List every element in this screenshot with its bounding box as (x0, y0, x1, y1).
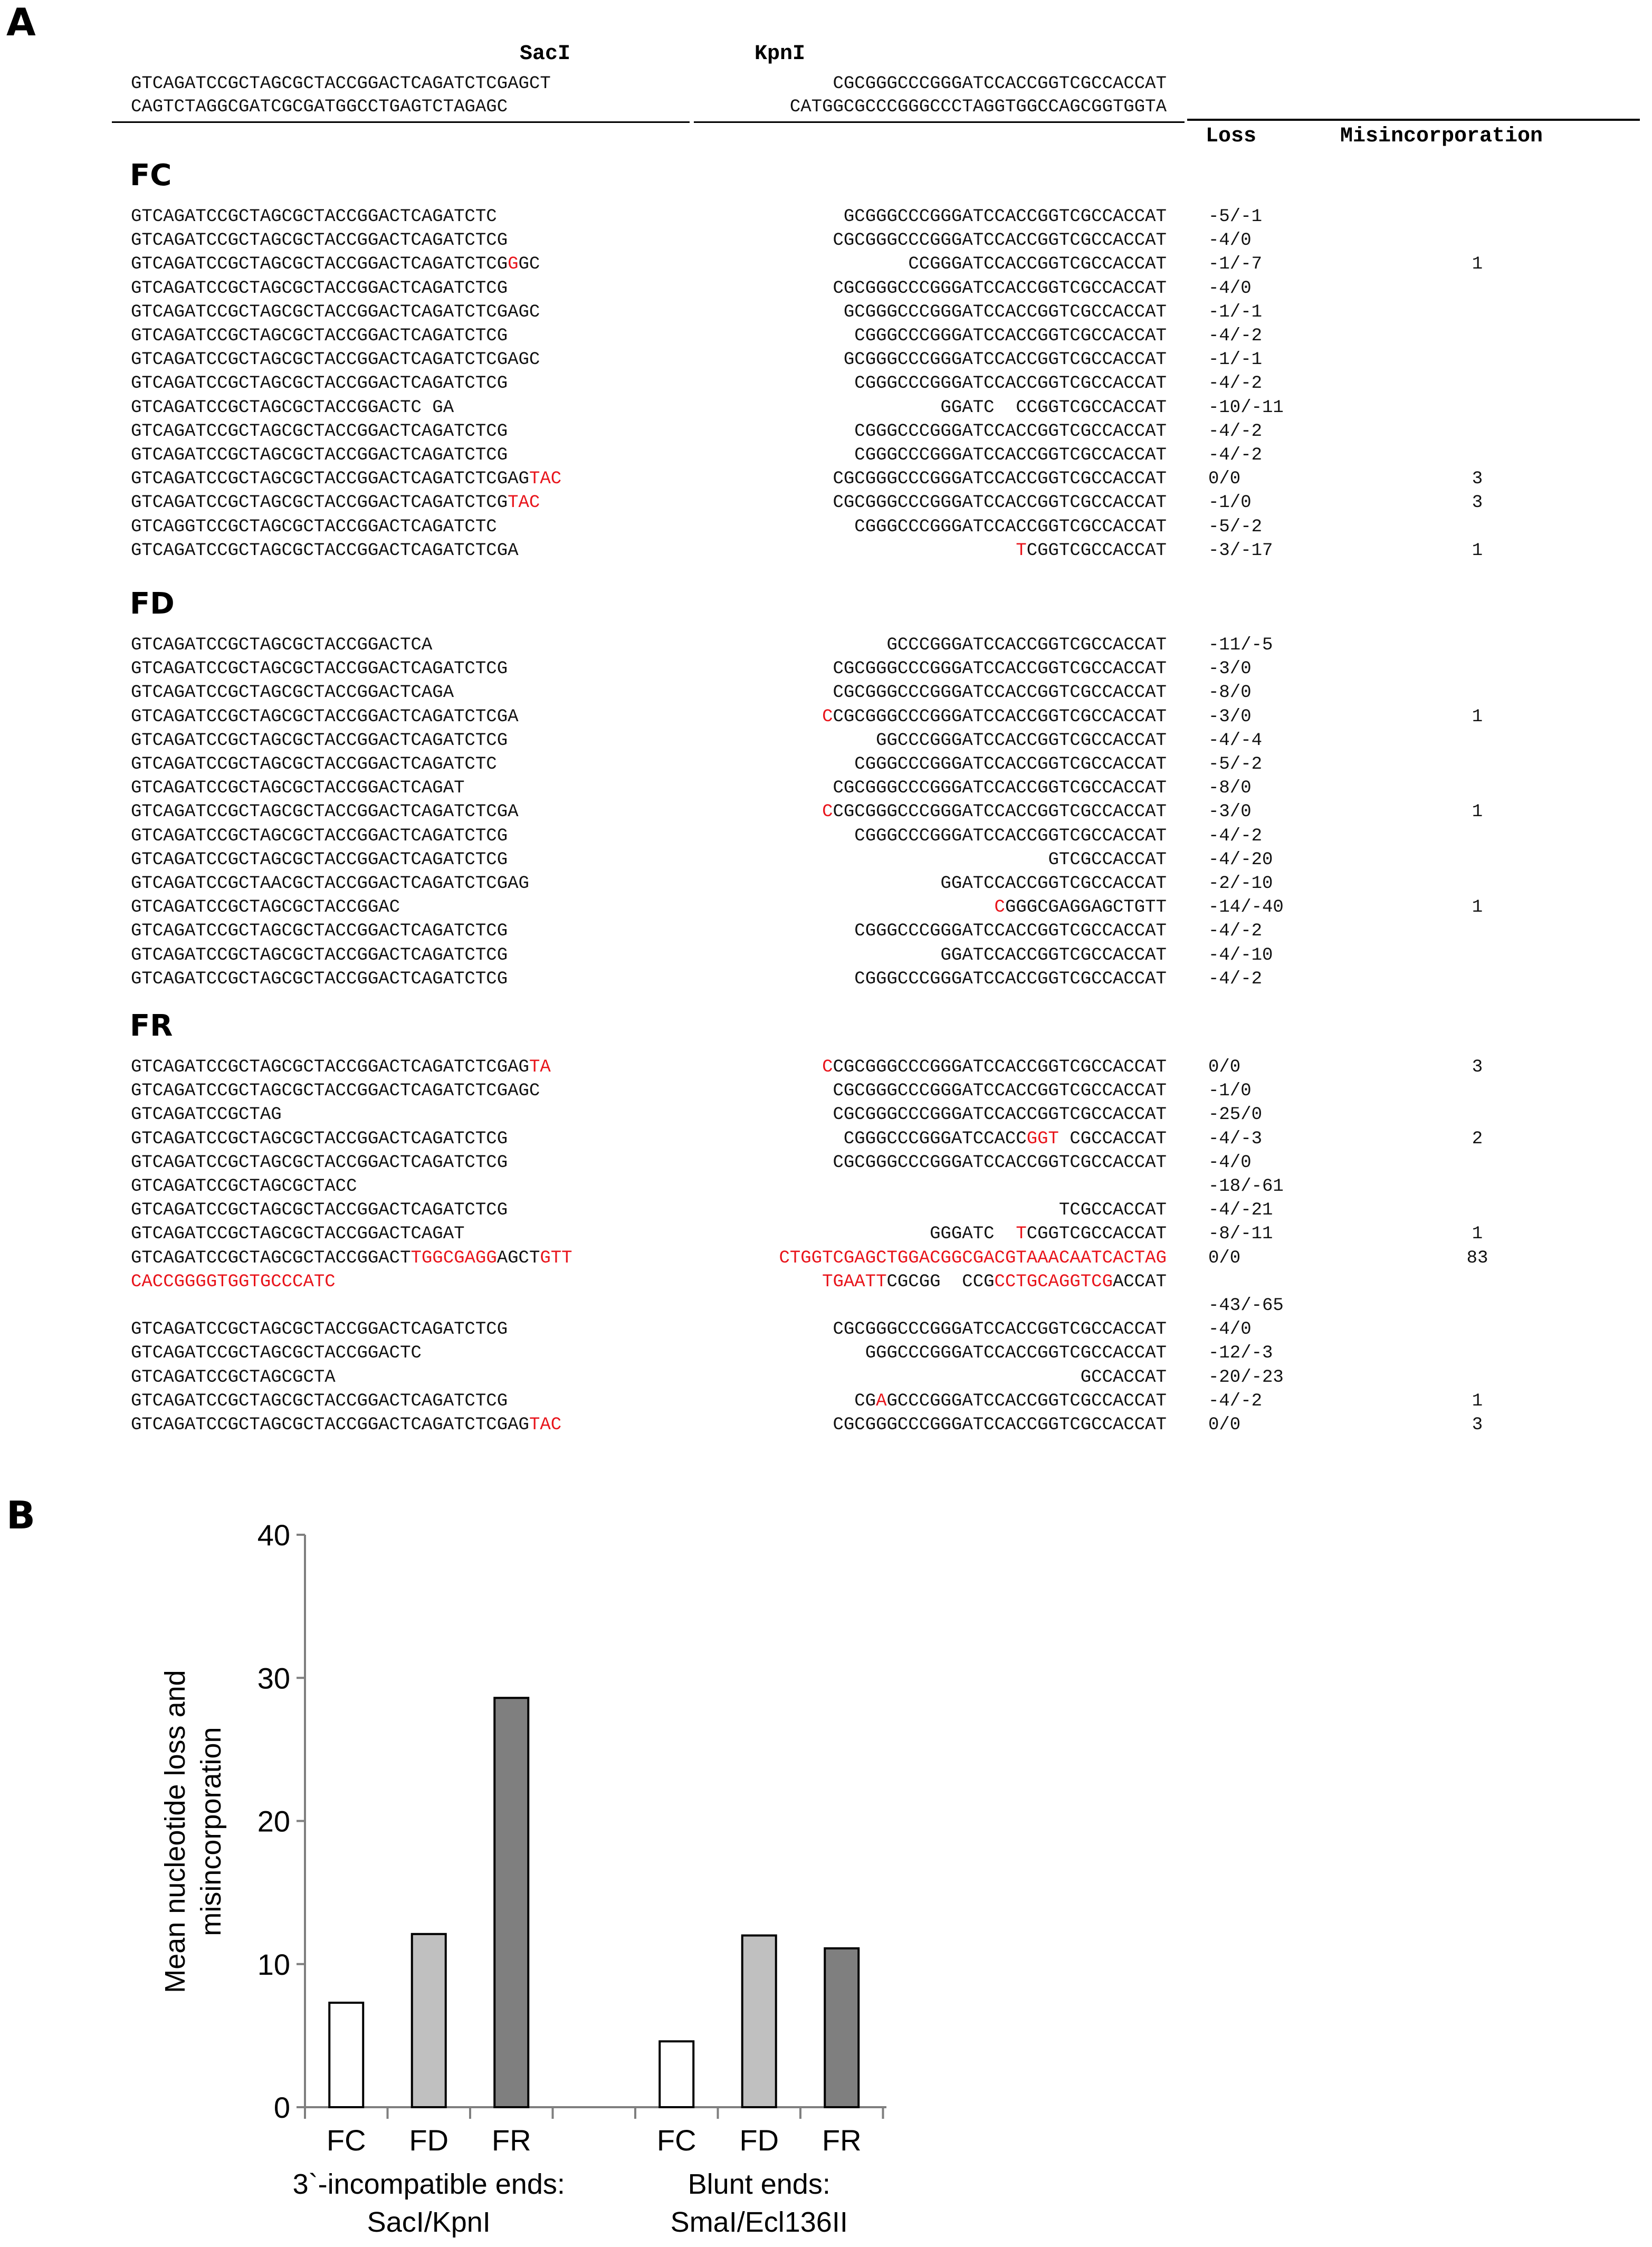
sequence-left: GTCAGATCCGCTAGCGCTACCGGACTCAGATCTCGAGTAC (131, 1415, 562, 1435)
sequence-right: TCGCCACCAT (1058, 1200, 1167, 1221)
group-label-fc: FC (130, 158, 172, 193)
sequence-right: TGAATTCGCGG CCGCCTGCAGGTCGACCAT (822, 1271, 1167, 1292)
sequence-right: CGCGGGCCCGGGATCCACCGGTCGCCACCAT (833, 1152, 1167, 1173)
loss-value: -11/-5 (1208, 635, 1273, 655)
sequence-right: GGGCCCGGGATCCACCGGTCGCCACCAT (865, 1343, 1167, 1364)
loss-value: -4/0 (1208, 278, 1252, 299)
sequence-left: GTCAGATCCGCTAGCGCTACCGGACTCAGAT (131, 1224, 465, 1245)
panel-b-label: B (6, 1493, 35, 1537)
loss-value: -4/-2 (1208, 421, 1263, 442)
loss-value: -4/-10 (1208, 945, 1273, 965)
kpni-label: KpnI (755, 42, 806, 66)
group-label: Blunt ends: (687, 2168, 830, 2200)
sequence-right: CGCGGGCCCGGGATCCACCGGTCGCCACCAT (833, 278, 1167, 299)
misincorporation-value: 1 (1472, 897, 1483, 918)
sequence-left: GTCAGATCCGCTAGCGCTACCGGACTCAGATCTCGAGC (131, 1081, 540, 1102)
loss-value: -18/-61 (1208, 1177, 1284, 1197)
sequence-right: CGAGCCCGGGATCCACCGGTCGCCACCAT (854, 1391, 1167, 1411)
loss-value: -4/-2 (1208, 921, 1263, 942)
sequence-right: GGATCCACCGGTCGCCACCAT (940, 874, 1167, 894)
misincorporation-value: 1 (1472, 802, 1483, 823)
group-label: SmaI/Ecl136II (670, 2206, 848, 2238)
y-tick-label: 20 (257, 1804, 290, 1838)
sequence-right: GCGGGCCCGGGATCCACCGGTCGCCACCAT (843, 302, 1167, 322)
sequence-right: CGGGCCCGGGATCCACCGGTCGCCACCAT (854, 421, 1167, 442)
ref-bottom-left: CAGTCTAGGCGATCGCGATGGCCTGAGTCTAGAGC (131, 97, 508, 117)
x-category-label: FC (326, 2124, 366, 2157)
sequence-left: GTCAGATCCGCTAGCGCTACCGGACTCAGATCTCG (131, 421, 508, 442)
sequence-left: GTCAGATCCGCTAGCGCTACCGGACTCAGATCTCG (131, 1152, 508, 1173)
sequence-left: GTCAGATCCGCTAGCGCTACCGGACTCAGATCTCG (131, 969, 508, 989)
loss-value: -1/0 (1208, 493, 1252, 513)
sequence-left: GTCAGATCCGCTAGCGCTA (131, 1367, 336, 1388)
header-rule (1187, 119, 1640, 121)
ref-rule-left (112, 121, 690, 123)
misincorporation-value: 1 (1472, 1224, 1483, 1245)
sequence-left: GTCAGATCCGCTAGCGCTACCGGACTCAGATCTCGA (131, 706, 519, 727)
sequence-right: GGATCCACCGGTCGCCACCAT (940, 945, 1167, 965)
loss-value: 0/0 (1208, 1057, 1241, 1077)
bar (825, 1948, 858, 2107)
sequence-right: CGCGGGCCCGGGATCCACCGGTCGCCACCAT (833, 1081, 1167, 1102)
sequence-right: GCCCGGGATCCACCGGTCGCCACCAT (886, 635, 1167, 655)
bar (494, 1698, 528, 2107)
sequence-right: CCGCGGGCCCGGGATCCACCGGTCGCCACCAT (822, 1057, 1167, 1077)
sequence-right: CCGCGGGCCCGGGATCCACCGGTCGCCACCAT (822, 706, 1167, 727)
sequence-right: GCCACCAT (1080, 1367, 1167, 1388)
sequence-left: GTCAGATCCGCTAGCGCTACCGGAC (131, 897, 400, 918)
loss-value: -4/-20 (1208, 849, 1273, 870)
sequence-left: GTCAGATCCGCTAGCGCTACCGGACTCAGATCTCGAGC (131, 350, 540, 370)
group-label-fd: FD (130, 587, 175, 621)
sequence-right: CGCGGGCCCGGGATCCACCGGTCGCCACCAT (833, 469, 1167, 490)
bar-chart (0, 1504, 1652, 2247)
sequence-right: GTCGCCACCAT (1048, 849, 1167, 870)
y-tick-label: 40 (257, 1518, 290, 1552)
sequence-left: GTCAGATCCGCTAGCGCTACCGGACTCAGATCTCG (131, 1129, 508, 1149)
panel-a-label: A (6, 0, 36, 44)
loss-value: -4/-2 (1208, 969, 1263, 989)
x-category-label: FD (409, 2124, 449, 2157)
misincorporation-value: 1 (1472, 540, 1483, 561)
sequence-right: GGGATC TCGGTCGCCACCAT (930, 1224, 1167, 1245)
loss-value: -4/-21 (1208, 1200, 1273, 1221)
sequence-left: GTCAGATCCGCTAGCGCTACCGGACTCAGATCTCGAGTAC (131, 469, 562, 490)
sequence-left: GTCAGATCCGCTAGCGCTACCGGACTCAGATCTCG (131, 945, 508, 965)
sequence-left: GTCAGATCCGCTAACGCTACCGGACTCAGATCTCGAG (131, 874, 529, 894)
sequence-right: GCGGGCCCGGGATCCACCGGTCGCCACCAT (843, 207, 1167, 227)
sequence-left: GTCAGATCCGCTAGCGCTACCGGACTCAGA (131, 683, 454, 703)
loss-value: -43/-65 (1208, 1296, 1284, 1316)
sequence-right: CGCGGGCCCGGGATCCACCGGTCGCCACCAT (833, 778, 1167, 799)
loss-value: -4/-3 (1208, 1129, 1263, 1149)
loss-value: -2/-10 (1208, 874, 1273, 894)
saci-label: SacI (520, 42, 571, 66)
loss-value: -1/-7 (1208, 254, 1263, 275)
sequence-left: GTCAGATCCGCTAGCGCTACCGGACTCAGATCTCG (131, 1319, 508, 1340)
sequence-right: CGCGGGCCCGGGATCCACCGGTCGCCACCAT (833, 231, 1167, 251)
group-label-fr: FR (130, 1009, 173, 1043)
loss-value: -4/-2 (1208, 374, 1263, 394)
loss-value: -1/-1 (1208, 350, 1263, 370)
sequence-right: CGCGGGCCCGGGATCCACCGGTCGCCACCAT (833, 1415, 1167, 1435)
misincorporation-value: 83 (1466, 1248, 1488, 1268)
sequence-left: GTCAGATCCGCTAGCGCTACCGGACTCAGATCTCG (131, 231, 508, 251)
sequence-right: CGGGCCCGGGATCCACCGGTCGCCACCAT (854, 921, 1167, 942)
sequence-right: CGGGCCCGGGATCCACCGGTCGCCACCAT (854, 826, 1167, 846)
loss-value: -5/-1 (1208, 207, 1263, 227)
sequence-right: CCGGGATCCACCGGTCGCCACCAT (908, 254, 1167, 275)
x-category-label: FR (822, 2124, 862, 2157)
sequence-left: GTCAGATCCGCTAGCGCTACCGGACTCAGATCTCG (131, 921, 508, 942)
loss-value: -3/0 (1208, 802, 1252, 823)
ref-bottom-right: CATGGCGCCCGGGCCCTAGGTGGCCAGCGGTGGTA (789, 97, 1167, 117)
x-category-label: FR (491, 2124, 531, 2157)
sequence-left: GTCAGATCCGCTAGCGCTACCGGACTCAGATCTCG (131, 278, 508, 299)
y-tick-label: 10 (257, 1947, 290, 1981)
sequence-left: GTCAGATCCGCTAG (131, 1105, 282, 1125)
sequence-left: GTCAGGTCCGCTAGCGCTACCGGACTCAGATCTC (131, 517, 497, 537)
loss-value: -4/0 (1208, 1319, 1252, 1340)
sequence-right: CGCGGGCCCGGGATCCACCGGTCGCCACCAT (833, 493, 1167, 513)
sequence-left: GTCAGATCCGCTAGCGCTACCGGACTCAGATCTCG (131, 730, 508, 751)
loss-header: Loss (1206, 125, 1257, 148)
loss-value: -12/-3 (1208, 1343, 1273, 1364)
bar (742, 1936, 776, 2108)
sequence-right: CGGGCGAGGAGCTGTT (994, 897, 1167, 918)
sequence-right: CGCGGGCCCGGGATCCACCGGTCGCCACCAT (833, 1319, 1167, 1340)
sequence-left: CACCGGGGTGGTGCCCATC (131, 1271, 336, 1292)
loss-value: -4/-2 (1208, 826, 1263, 846)
sequence-left: GTCAGATCCGCTAGCGCTACCGGACTCAGATCTC (131, 207, 497, 227)
y-axis-title: misincorporation (195, 1727, 227, 1936)
loss-value: -4/-2 (1208, 1391, 1263, 1411)
sequence-left: GTCAGATCCGCTAGCGCTACCGGACTCAGATCTCG (131, 826, 508, 846)
sequence-left: GTCAGATCCGCTAGCGCTACCGGACTCAGATCTCGAGTA (131, 1057, 551, 1077)
loss-value: -3/0 (1208, 706, 1252, 727)
sequence-right: CGCGGGCCCGGGATCCACCGGTCGCCACCAT (833, 683, 1167, 703)
sequence-right: CGCGGGCCCGGGATCCACCGGTCGCCACCAT (833, 1105, 1167, 1125)
sequence-left: GTCAGATCCGCTAGCGCTACC (131, 1177, 357, 1197)
sequence-left: GTCAGATCCGCTAGCGCTACCGGACTCAGATCTCG (131, 326, 508, 346)
bar (412, 1934, 446, 2107)
sequence-right: CTGGTCGAGCTGGACGGCGACGTAAACAATCACTAG (779, 1248, 1167, 1268)
y-tick-label: 0 (273, 2091, 290, 2124)
loss-value: -25/0 (1208, 1105, 1263, 1125)
sequence-right: TCGGTCGCCACCAT (1016, 540, 1167, 561)
loss-value: -3/-17 (1208, 540, 1273, 561)
loss-value: -4/-4 (1208, 730, 1263, 751)
misincorporation-value: 3 (1472, 469, 1483, 490)
sequence-right: CGGGCCCGGGATCCACCGGTCGCCACCAT (854, 374, 1167, 394)
sequence-left: GTCAGATCCGCTAGCGCTACCGGACTCAGATCTCG (131, 374, 508, 394)
loss-value: 0/0 (1208, 1415, 1241, 1435)
sequence-right: CGGGCCCGGGATCCACCGGTCGCCACCAT (854, 517, 1167, 537)
loss-value: -4/-2 (1208, 445, 1263, 465)
loss-value: -1/-1 (1208, 302, 1263, 322)
sequence-right: GCGGGCCCGGGATCCACCGGTCGCCACCAT (843, 350, 1167, 370)
misincorporation-value: 3 (1472, 1415, 1483, 1435)
sequence-left: GTCAGATCCGCTAGCGCTACCGGACTCAGATCTCGAGC (131, 302, 540, 322)
x-category-label: FD (739, 2124, 779, 2157)
sequence-right: CGGGCCCGGGATCCACCGGTCGCCACCAT (854, 754, 1167, 775)
loss-value: -3/0 (1208, 659, 1252, 680)
sequence-left: GTCAGATCCGCTAGCGCTACCGGACTCAGATCTCGA (131, 540, 519, 561)
misincorporation-value: 2 (1472, 1129, 1483, 1149)
sequence-left: GTCAGATCCGCTAGCGCTACCGGACTC GA (131, 397, 454, 418)
ref-top-left: GTCAGATCCGCTAGCGCTACCGGACTCAGATCTCGAGCT (131, 74, 551, 94)
loss-value: -4/0 (1208, 231, 1252, 251)
loss-value: 0/0 (1208, 1248, 1241, 1268)
loss-value: -20/-23 (1208, 1367, 1284, 1388)
group-label: 3`-incompatible ends: (292, 2168, 565, 2200)
misincorporation-value: 1 (1472, 1391, 1483, 1411)
loss-value: 0/0 (1208, 469, 1241, 490)
sequence-right: CGGGCCCGGGATCCACCGGTCGCCACCAT (854, 445, 1167, 465)
sequence-left: GTCAGATCCGCTAGCGCTACCGGACTC (131, 1343, 422, 1364)
group-label: SacI/KpnI (367, 2206, 491, 2238)
sequence-left: GTCAGATCCGCTAGCGCTACCGGACTCAGATCTCG (131, 1200, 508, 1221)
y-axis-title: Mean nucleotide loss and (159, 1670, 191, 1993)
sequence-left: GTCAGATCCGCTAGCGCTACCGGACTCAGATCTCGA (131, 802, 519, 823)
sequence-left: GTCAGATCCGCTAGCGCTACCGGACTCAGATCTCGTAC (131, 493, 540, 513)
sequence-right: CGGGCCCGGGATCCACCGGTCGCCACCAT (854, 969, 1167, 989)
bar (329, 2003, 363, 2107)
ref-top-right: CGCGGGCCCGGGATCCACCGGTCGCCACCAT (833, 74, 1167, 94)
sequence-left: GTCAGATCCGCTAGCGCTACCGGACTCAGATCTCG (131, 659, 508, 680)
sequence-right: GGCCCGGGATCCACCGGTCGCCACCAT (876, 730, 1167, 751)
loss-value: -10/-11 (1208, 397, 1284, 418)
loss-value: -1/0 (1208, 1081, 1252, 1102)
y-tick-label: 30 (257, 1661, 290, 1695)
loss-value: -8/-11 (1208, 1224, 1273, 1245)
sequence-left: GTCAGATCCGCTAGCGCTACCGGACTCAGATCTC (131, 754, 497, 775)
loss-value: -5/-2 (1208, 754, 1263, 775)
sequence-left: GTCAGATCCGCTAGCGCTACCGGACTCAGATCTCGGGC (131, 254, 540, 275)
misincorporation-value: 3 (1472, 493, 1483, 513)
loss-value: -5/-2 (1208, 517, 1263, 537)
misincorporation-value: 3 (1472, 1057, 1483, 1077)
sequence-left: GTCAGATCCGCTAGCGCTACCGGACTCA (131, 635, 433, 655)
bar (660, 2041, 693, 2107)
ref-rule-right (694, 121, 1185, 123)
sequence-right: CGCGGGCCCGGGATCCACCGGTCGCCACCAT (833, 659, 1167, 680)
loss-value: -14/-40 (1208, 897, 1284, 918)
misincorporation-value: 1 (1472, 706, 1483, 727)
sequence-right: CCGCGGGCCCGGGATCCACCGGTCGCCACCAT (822, 802, 1167, 823)
sequence-right: GGATC CCGGTCGCCACCAT (940, 397, 1167, 418)
loss-value: -8/0 (1208, 778, 1252, 799)
sequence-left: GTCAGATCCGCTAGCGCTACCGGACTCAGAT (131, 778, 465, 799)
sequence-right: CGGGCCCGGGATCCACCGGT CGCCACCAT (843, 1129, 1167, 1149)
loss-value: -4/-2 (1208, 326, 1263, 346)
x-category-label: FC (656, 2124, 696, 2157)
sequence-right: CGGGCCCGGGATCCACCGGTCGCCACCAT (854, 326, 1167, 346)
loss-value: -8/0 (1208, 683, 1252, 703)
sequence-left: GTCAGATCCGCTAGCGCTACCGGACTCAGATCTCG (131, 445, 508, 465)
sequence-left: GTCAGATCCGCTAGCGCTACCGGACTCAGATCTCG (131, 1391, 508, 1411)
misincorporation-value: 1 (1472, 254, 1483, 275)
misincorporation-header: Misincorporation (1340, 125, 1543, 148)
loss-value: -4/0 (1208, 1152, 1252, 1173)
sequence-left: GTCAGATCCGCTAGCGCTACCGGACTTGGCGAGGAGCTGTT (131, 1248, 572, 1268)
sequence-left: GTCAGATCCGCTAGCGCTACCGGACTCAGATCTCG (131, 849, 508, 870)
